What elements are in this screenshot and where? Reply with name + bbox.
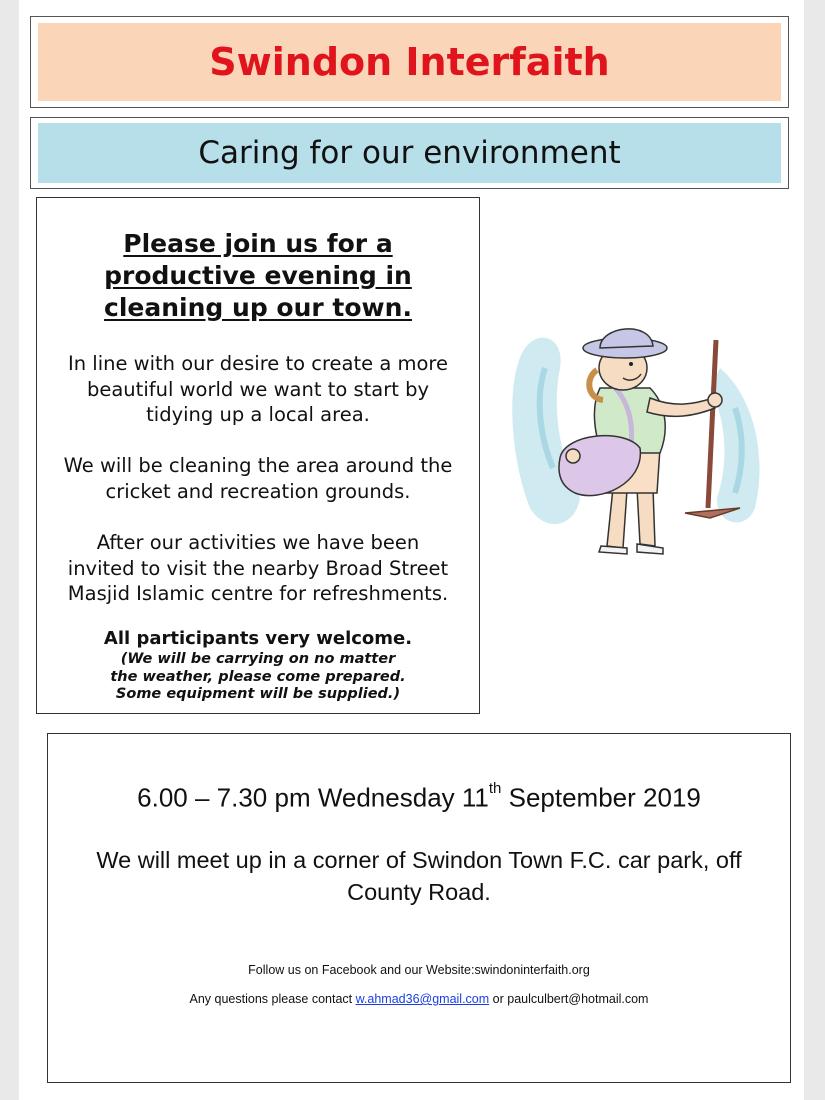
- text-line: We will meet up in a corner of Swindon Town F.C. car park, off: [96, 847, 742, 873]
- location-paragraph: [43, 453, 473, 504]
- welcome-text: All participants very welcome.: [103, 628, 413, 649]
- page-title: Swindon Interfaith: [209, 40, 610, 84]
- event-date-rest: September 2019: [501, 782, 701, 813]
- text-line: cricket and recreation grounds.: [105, 479, 411, 503]
- contact-prefix: Any questions please contact: [189, 992, 356, 1006]
- text-line: County Road.: [347, 879, 491, 905]
- litter-picker-person-icon: [505, 308, 775, 570]
- refreshments-paragraph: [43, 530, 473, 607]
- heading-line: productive evening in: [104, 261, 412, 290]
- meeting-point: [78, 844, 760, 908]
- page-subtitle: Caring for our environment: [198, 135, 621, 171]
- text-line: tidying up a local area.: [146, 403, 370, 426]
- text-line: beautiful world we want to start by: [86, 377, 430, 401]
- intro-paragraph: [43, 351, 473, 428]
- text-line: In line with our desire to create a more: [67, 352, 449, 375]
- weather-note: [37, 651, 479, 704]
- text-line: Some equipment will be supplied.): [115, 686, 401, 702]
- invitation-box: [36, 197, 480, 714]
- subtitle-banner-fill: [38, 123, 781, 183]
- invitation-heading: [37, 228, 479, 324]
- event-time: 6.00 – 7.30 pm Wednesday 11: [137, 782, 489, 813]
- event-datetime: [48, 776, 790, 815]
- heading-line: Please join us for a: [123, 229, 393, 258]
- email-link[interactable]: w.ahmad36@gmail.com: [355, 992, 490, 1006]
- contact-alt-email: or paulculbert@hotmail.com: [489, 992, 649, 1006]
- follow-us-text: Follow us on Facebook and our Website:swindoninterfaith.org: [248, 963, 590, 977]
- date-ordinal-suffix: th: [488, 780, 502, 797]
- subtitle-banner: [30, 117, 789, 189]
- contact-line: [48, 991, 790, 1007]
- heading-line: cleaning up our town.: [104, 293, 412, 322]
- text-line: the weather, please come prepared.: [110, 668, 406, 685]
- text-line: invited to visit the nearby Broad Street: [67, 556, 449, 580]
- text-line: After our activities we have been: [96, 531, 420, 554]
- title-banner-fill: [38, 23, 781, 101]
- text-line: We will be cleaning the area around the: [63, 454, 453, 477]
- event-details-box: [47, 733, 791, 1083]
- text-line: (We will be carrying on no matter: [120, 651, 396, 667]
- title-banner: [30, 16, 789, 108]
- text-line: Masjid Islamic centre for refreshments.: [67, 582, 449, 605]
